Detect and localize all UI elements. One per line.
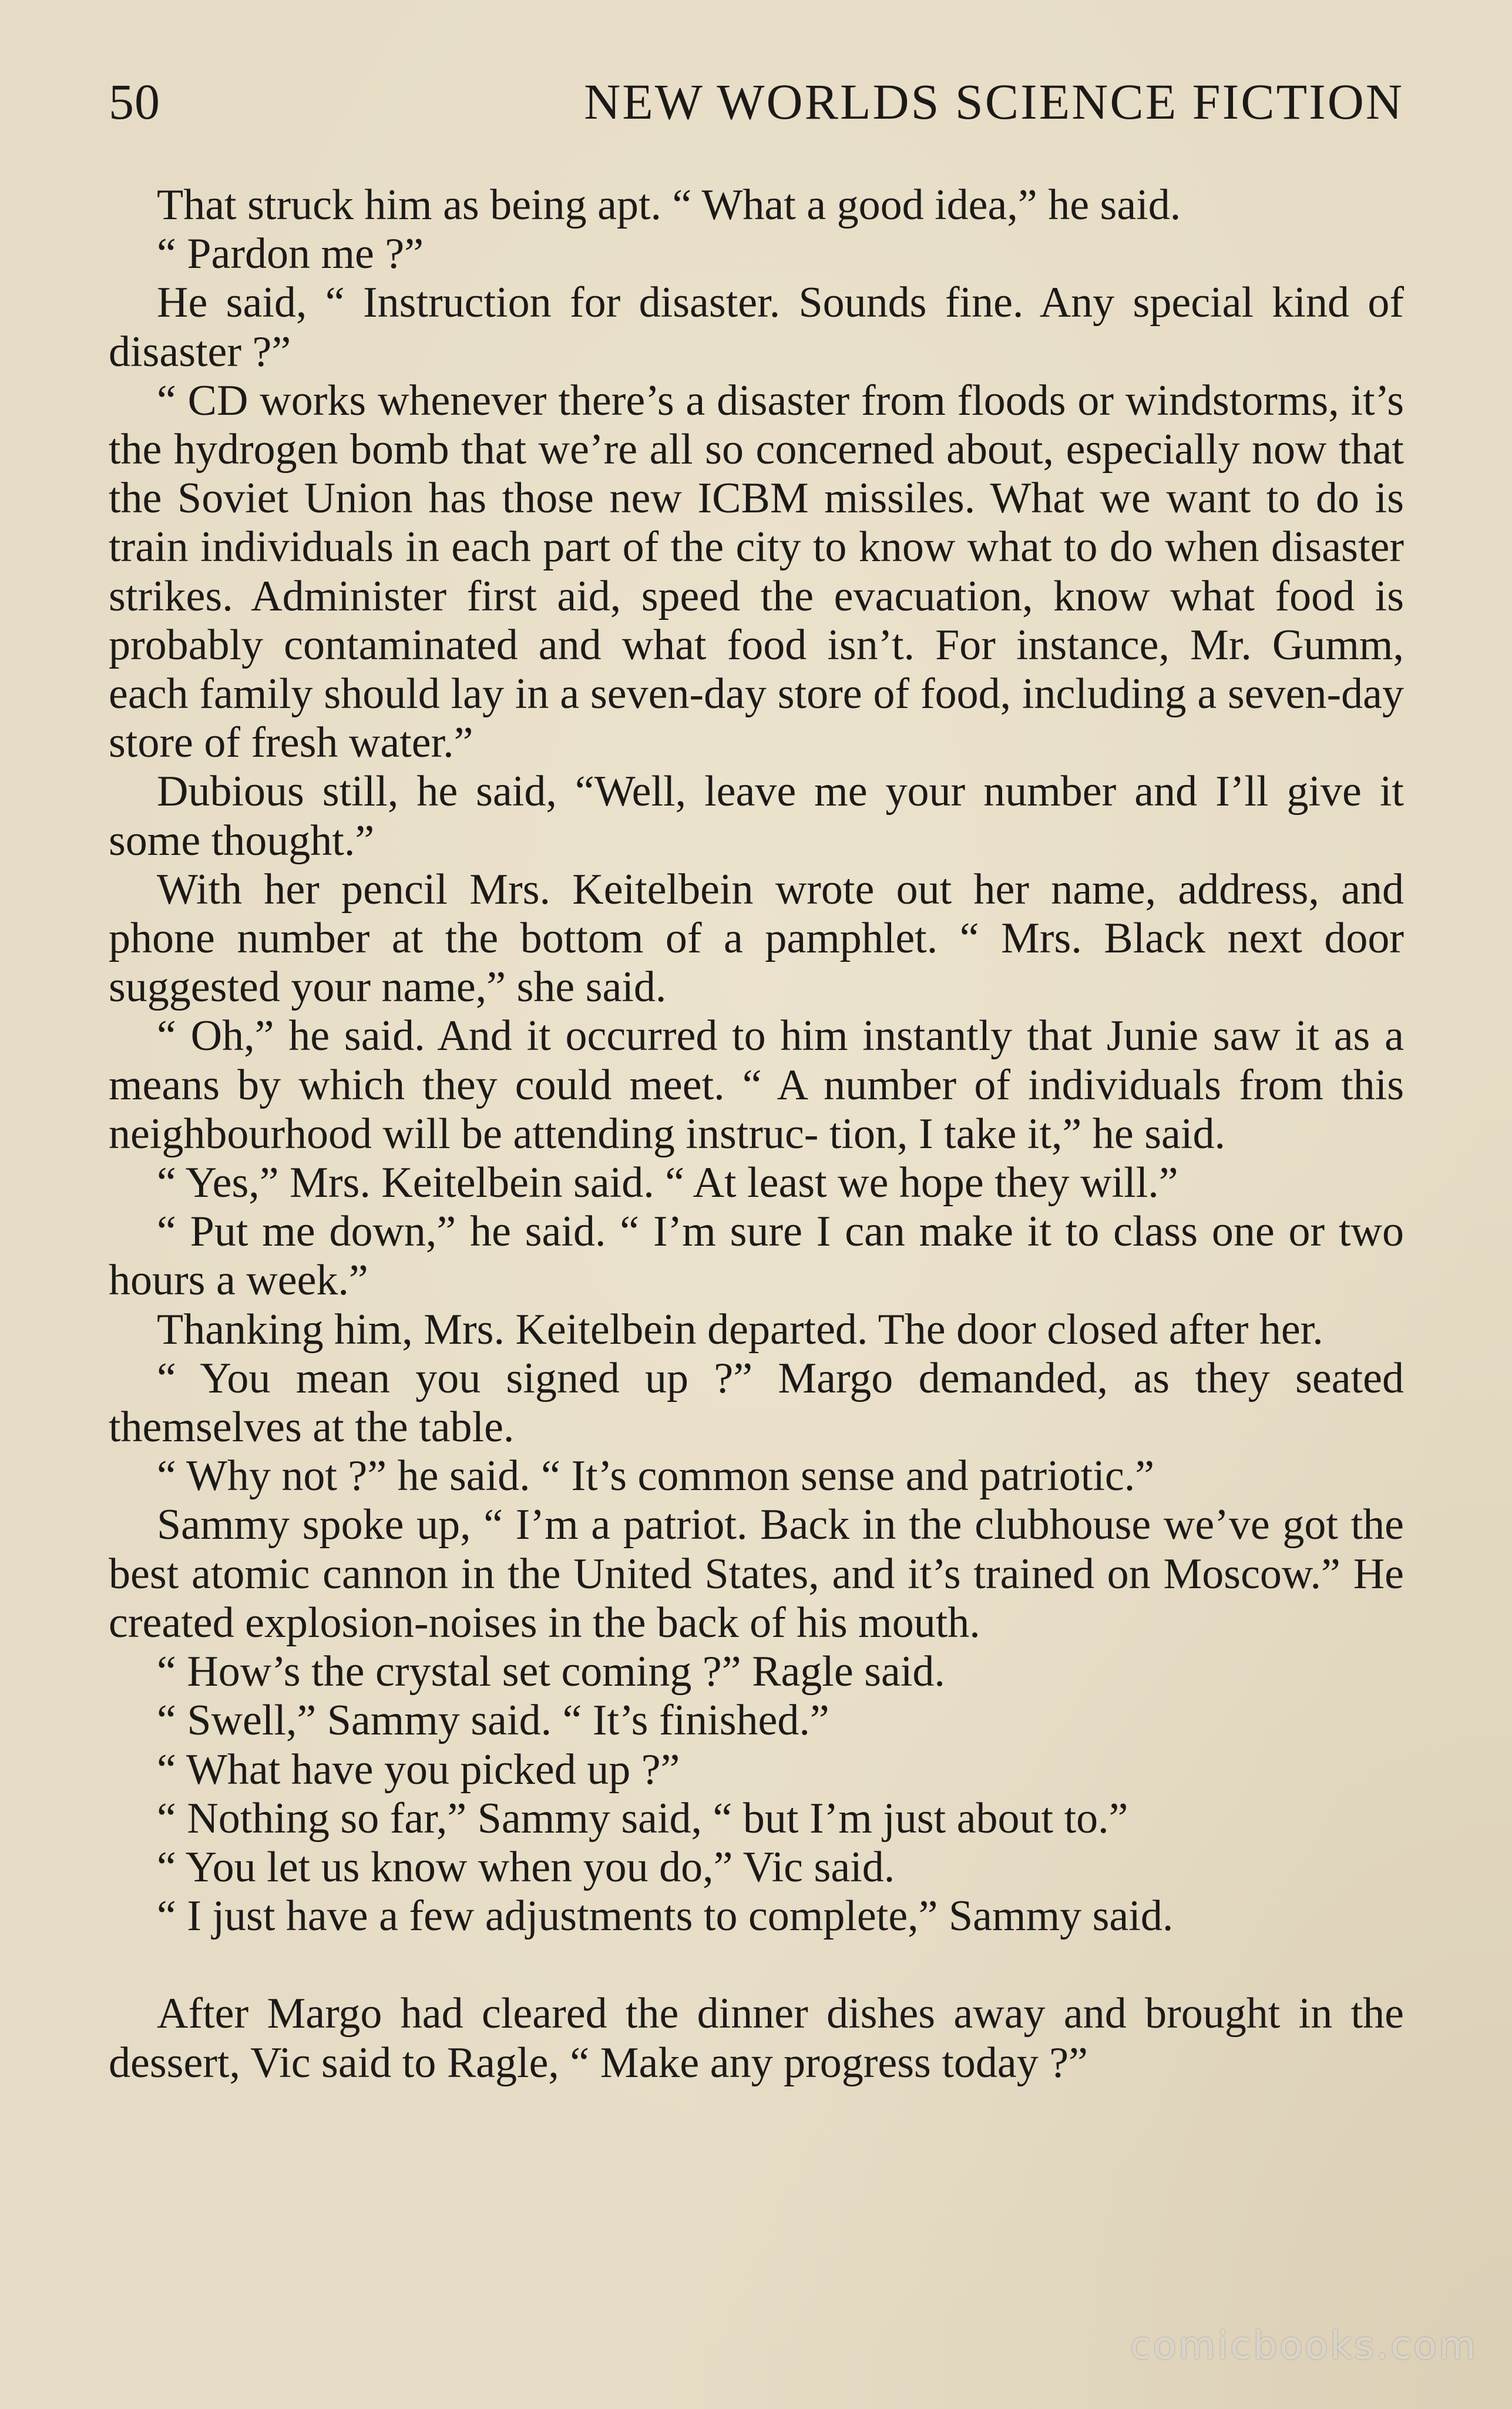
paragraph: “ CD works whenever there’s a disaster from floods or windstorms, it’s the hydrogen bomb that we’re all so concerned about, especially now that the Soviet Union has those new ICBM missiles. What we want to do is train individuals in each part of the city to know what to do when disaster strikes. Administer first aid, speed the evacuation, know what food is probably contaminated and what food isn’t. For instance, Mr. Gumm, each family should lay in a seven-day store of food, including a seven-day store of fresh water.” xyxy=(109,376,1404,767)
watermark: comicbooks.com xyxy=(1130,2324,1478,2368)
page-number: 50 xyxy=(109,73,160,130)
paragraph: Dubious still, he said, “Well, leave me your number and I’ll give it some thought.” xyxy=(109,767,1404,865)
paragraph: Sammy spoke up, “ I’m a patriot. Back in the clubhouse we’ve got the best atomic cannon in the United States, and it’s trained on Moscow.” He created explosion-noises in the back of his mouth. xyxy=(109,1501,1404,1647)
paragraph: He said, “ Instruction for disaster. Sounds fine. Any special kind of disaster ?” xyxy=(109,279,1404,376)
paragraph: “ Yes,” Mrs. Keitelbein said. “ At least we hope they will.” xyxy=(157,1159,1178,1207)
paragraph: “ Pardon me ?” xyxy=(157,230,424,279)
paragraph: “ You let us know when you do,” Vic said. xyxy=(157,1843,895,1891)
running-header-title: NEW WORLDS SCIENCE FICTION xyxy=(584,73,1404,130)
paragraph: “ Put me down,” he said. “ I’m sure I can make it to class one or two hours a week.” xyxy=(109,1207,1404,1305)
paragraph: Thanking him, Mrs. Keitelbein departed. The door closed after her. xyxy=(157,1305,1323,1354)
book-page xyxy=(109,0,1404,2409)
running-header xyxy=(109,69,1404,134)
paragraph: “ I just have a few adjustments to complete,” Sammy said. xyxy=(157,1892,1174,1941)
paragraph: “ You mean you signed up ?” Margo demanded, as they seated themselves at the table. xyxy=(109,1354,1404,1452)
paragraph: That struck him as being apt. “ What a good idea,” he said. xyxy=(157,181,1181,229)
paragraph: “ How’s the crystal set coming ?” Ragle said. xyxy=(157,1648,945,1696)
paragraph: After Margo had cleared the dinner dishes away and brought in the dessert, Vic said to Ragle, “ Make any progress today ?” xyxy=(109,1989,1404,2087)
paragraph: “ Swell,” Sammy said. “ It’s finished.” xyxy=(157,1696,829,1745)
paragraph: With her pencil Mrs. Keitelbein wrote out her name, address, and phone number at the bottom of a pamphlet. “ Mrs. Black next door suggested your name,” she said. xyxy=(109,865,1404,1012)
paragraph: “ Oh,” he said. And it occurred to him instantly that Junie saw it as a means by which they could meet. “ A number of individuals from this neighbourhood will be attending instruc- tion, I take it,” he said. xyxy=(109,1012,1404,1158)
paragraph: “ What have you picked up ?” xyxy=(157,1745,680,1794)
paragraph: “ Nothing so far,” Sammy said, “ but I’m just about to.” xyxy=(157,1794,1128,1843)
body-text xyxy=(109,181,1404,2088)
paragraph: “ Why not ?” he said. “ It’s common sense and patriotic.” xyxy=(157,1452,1155,1501)
